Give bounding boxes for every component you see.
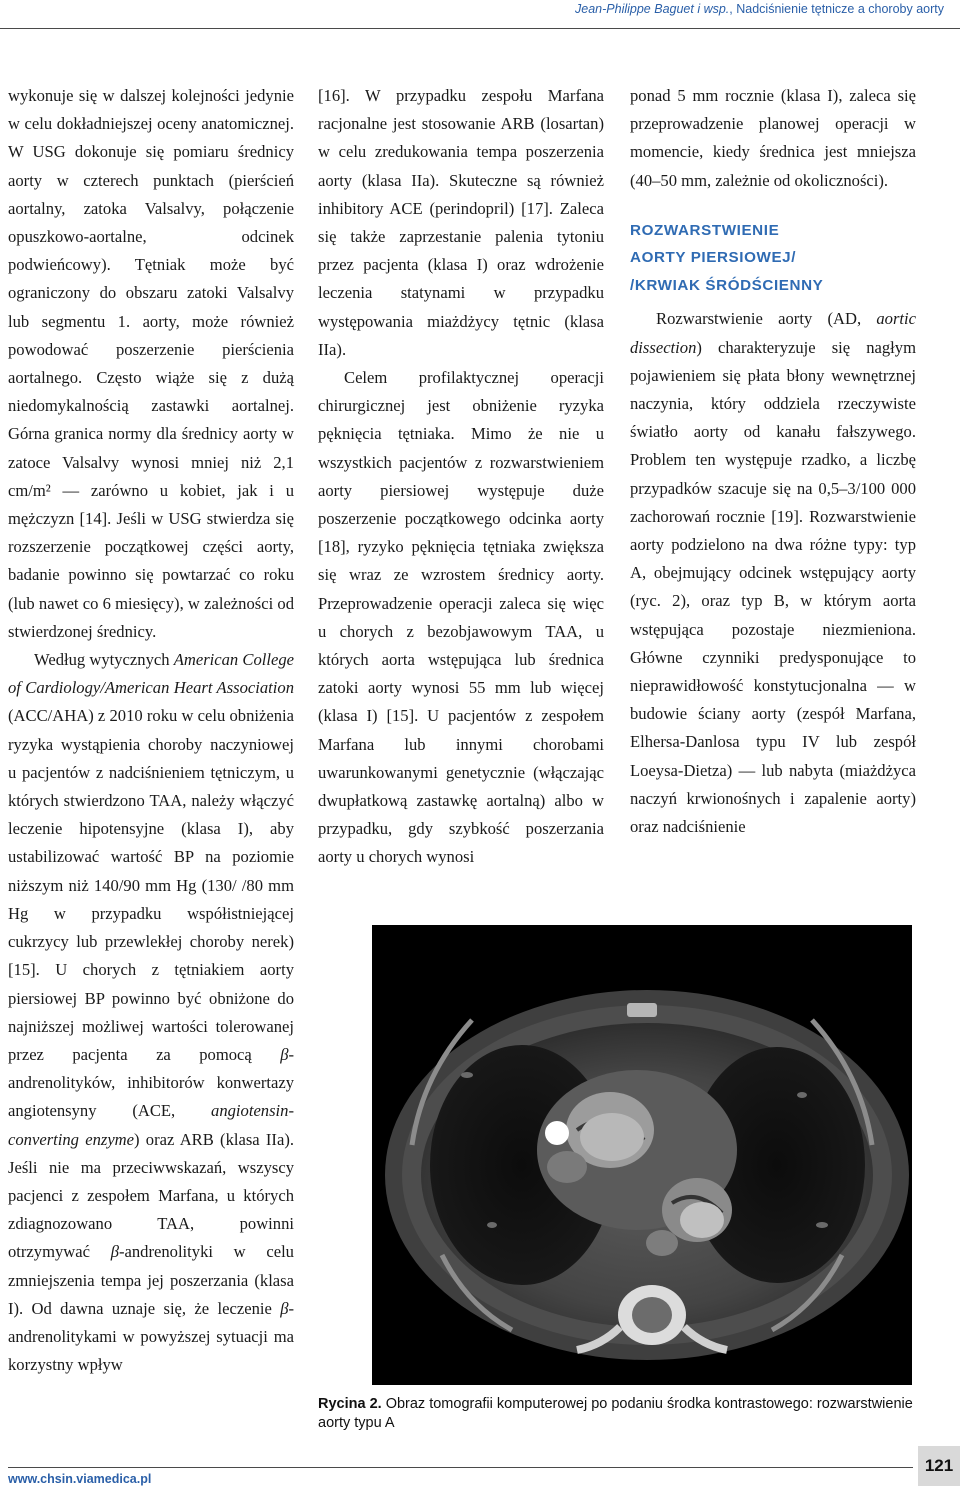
running-head-title: Nadciśnienie tętnicze a choroby aorty — [736, 2, 944, 16]
col1-p2-mid3: ) oraz ARB (klasa IIa). Jeśli nie ma przeciwwskazań, wszyscy pacjenci z zespołem Marfana, u których zdiagnozowano TAA, powinni otrzymywać — [8, 1129, 294, 1262]
col1-p2-mid2: -andrenolityków, inhibitorów konwertazy angiotensyny (ACE, — [8, 1044, 294, 1121]
col2-paragraph-1: [16]. W przypadku zespołu Marfana racjonalne jest stosowanie ARB (losartan) w celu zredukowania tempa poszerzenia aorty (klasa IIa). Skuteczne są również inhibitory ACE (perindopril) [17]. Zaleca się także zaprzestanie palenia tytoniu przez pacjenta (klasa I) oraz wdrożenie leczenia statynami w przypadku występowania miażdżycy tętnic (klasa IIa). — [318, 86, 604, 359]
col1-p2-italic-guideline: American College of Cardiology/American Heart Association — [8, 650, 294, 698]
page-number: 121 — [918, 1446, 960, 1486]
beta-symbol: β — [110, 1242, 119, 1262]
figure-label: Rycina 2. — [318, 1396, 382, 1412]
col1-p2-lead: Według wytycznych — [34, 650, 174, 670]
figure-caption — [318, 1395, 918, 1433]
footer-rule — [8, 1467, 913, 1468]
text-column-2 — [318, 82, 604, 872]
col1-p2-mid4: -andrenolityki w celu zmniejszenia tempa jej poszerzania (klasa I). Od dawna uznaje się, że leczenie — [8, 1242, 294, 1318]
ct-scan-figure — [372, 925, 912, 1385]
text-column-3 — [630, 82, 916, 841]
col1-p2-italic-ace: angiotensin-converting enzyme — [8, 1101, 294, 1149]
text-column-1 — [8, 82, 294, 1379]
col3-paragraph-1: ponad 5 mm rocznie (klasa I), zaleca się przeprowadzenie planowej operacji w momencie, kiedy średnica jest mniejsza (40–50 mm, zależnie od okoliczności). — [630, 86, 916, 190]
col1-paragraph-2 — [8, 646, 294, 1379]
journal-url[interactable]: www.chsin.viamedica.pl — [8, 1472, 152, 1486]
col1-p2-end: -andrenolitykami w powyższej sytuacji ma korzystny wpływ — [8, 1298, 294, 1375]
col3-paragraph-2 — [630, 305, 916, 841]
col3-p2-lead: Rozwarstwienie aorty (AD, — [656, 309, 877, 329]
section-heading-line-2: AORTY PIERSIOWEJ/ — [630, 249, 797, 267]
beta-symbol: β — [280, 1044, 289, 1064]
running-head-separator: , — [729, 2, 737, 16]
beta-symbol: β — [280, 1298, 289, 1318]
col3-p2-italic: aortic dissection — [630, 309, 916, 357]
col1-paragraph-1: wykonuje się w dalszej kolejności jedynie w celu dokładniejszej oceny anatomicznej. W USG dokonuje się pomiaru średnicy aorty w czterech punktach (pierścień aortalny, zatoka Valsalvy, połączenie opuszkowo-aortalne, odcinek podwieńcowy). Tętniak może być ograniczony do obszaru zatoki Valsalvy lub segmentu 1. aorty, może również powodować poszerzenie pierścienia aortalnego. Często wiąże się z dużą niedomykalnością zastawki aortalnej. Górna granica normy dla średnicy aorty w zatoce Valsalvy wynosi mniej niż 2,1 cm/m² — zarówno u kobiet, jak i u mężczyzn [14]. Jeśli w USG stwierdza się rozszerzenie początkowej części aorty, badanie powinno się powtarzać co roku (lub nawet co 6 miesięcy), w zależności od stwierdzonej średnicy. — [8, 86, 294, 641]
section-heading-line-1: ROZWARSTWIENIE — [630, 221, 780, 239]
col2-paragraph-2: Celem profilaktycznej operacji chirurgicznej jest obniżenie ryzyka pęknięcia tętniaka. Mimo że nie u wszystkich pacjentów z rozwarstwieniem aorty piersiowej występuje duże poszerzenie początkowego odcinka aorty [18], ryzyko pęknięcia tętniaka zwiększa się wraz ze wzrostem średnicy aorty. Przeprowadzenie operacji zaleca się więc u chorych z bezobjawowym TAA, u których aorta wstępująca lub średnica zatoki aorty wynosi 55 mm lub więcej (klasa I) [15]. U pacjentów z zespołem Marfana lub innymi chorobami uwarunkowanymi genetycznie (włączając dwupłatkową zastawkę aortalną) albo w przypadku, gdy szybkość poszerzania aorty u chorych wynosi — [318, 368, 604, 867]
section-heading — [630, 217, 916, 300]
ct-scan-image — [372, 925, 912, 1385]
section-heading-line-3: /KRWIAK ŚRÓDŚCIENNY — [630, 276, 824, 294]
col3-p2-rest: ) charakteryzuje się nagłym pojawieniem się płata błony wewnętrznej naczynia, który oddziela rzeczywiste światło aorty od kanału fałszywego. Problem ten występuje rzadko, a liczbę przypadków szacuje się na 0,5–3/100 000 zachorowań rocznie [19]. Rozwarstwienie aorty podzielono na dwa różne typy: typ A, obejmujący odcinek wstępujący aorty (ryc. 2), oraz typ B, w którym aorta wstępująca pozostaje niezmieniona. Główne czynniki predysponujące to nieprawidłowość konstytucjonalna — w budowie ściany aorty (zespół Marfana, Elhersa-Danlosa typu IV lub zespół Loeysa-Dietza) — lub nabyta (miażdżyca naczyń krwionośnych i zapalenie aorty) oraz nadciśnienie — [630, 337, 916, 836]
col1-p2-mid: (ACC/AHA) z 2010 roku w celu obniżenia ryzyka wystąpienia choroby naczyniowej u pacjentów z nadciśnieniem tętniczym, u których stwierdzono TAA, należy włączyć leczenie hipotensyjne (klasa I), aby ustabilizować wartość BP na poziomie niższym niż 140/90 mm Hg (130/ /80 mm Hg w przypadku współistniejącej cukrzycy lub przewlekłej choroby nerek) [15]. U chorych z tętniakiem aorty piersiowej BP powinno być obniżone do najniższej możliwej wartości tolerowanej przez pacjenta za pomocą — [8, 706, 294, 1064]
header-rule — [0, 28, 960, 29]
running-head-authors: Jean-Philippe Baguet i wsp. — [575, 2, 730, 16]
running-head — [575, 0, 944, 20]
figure-caption-text: Obraz tomografii komputerowej po podaniu środka kontrastowego: rozwarstwienie aorty typu A — [318, 1396, 913, 1431]
